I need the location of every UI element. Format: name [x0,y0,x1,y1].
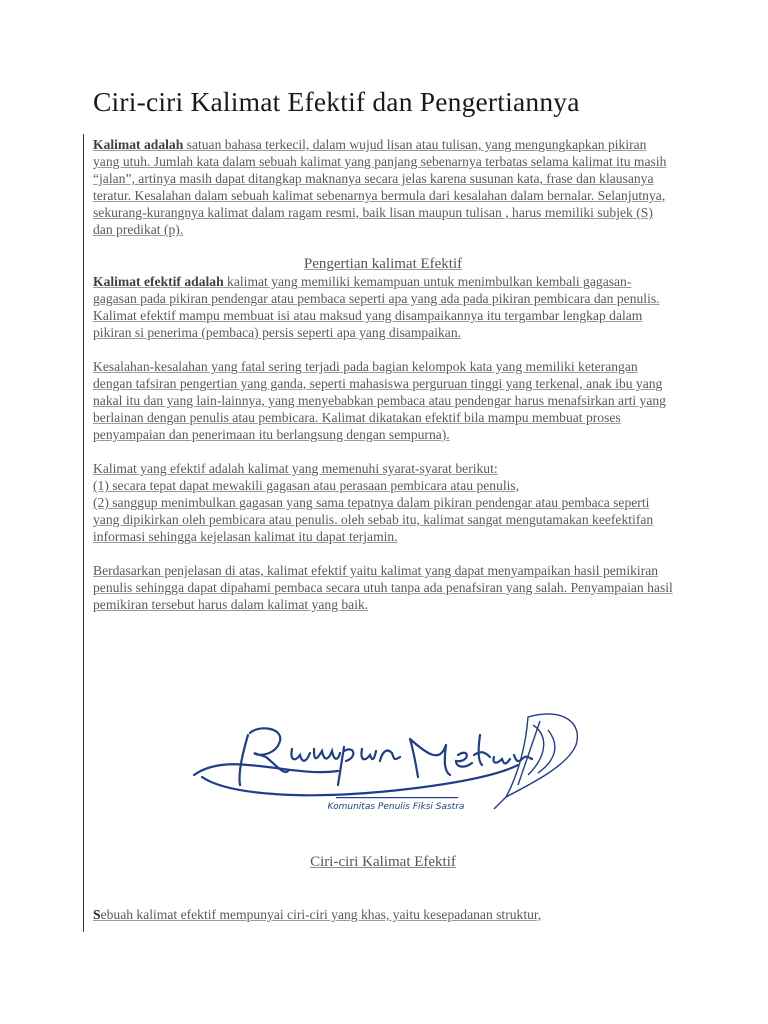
requirement-1: (1) secara tepat dapat mewakili gagasan atau perasaan pembicara atau penulis, [93,478,520,493]
rumpun-nektar-logo [188,705,588,825]
intro-text: satuan bahasa terkecil, dalam wujud lisan atau tulisan, yang mengungkapkan pikiran yang utuh. Jumlah kata dalam sebuah kalimat yang panjang sebenarnya terbatas selama kalimat itu masih “jalan”, artinya masih dapat ditangkap maknanya secara jelas karena susunan kata, frase dan klausanya teratur. Kesalahan dalam sebuah kalimat sebenarnya bermula dari kesalahan dalam bernalar. Selanjutnya, sekurang-kurangnya kalimat dalam ragam resmi, baik lisan maupun tulisan , harus memiliki subjek (S) dan predikat (p). [93,137,667,237]
left-margin-rule [83,134,84,932]
paragraph-definition [93,273,673,341]
intro-lead: Kalimat adalah [93,137,184,152]
section-heading-ciri: Ciri-ciri Kalimat Efektif [310,854,456,870]
section-heading-pengertian: Pengertian kalimat Efektif [303,256,463,272]
last-lead: S [93,907,101,922]
document-body [93,136,673,613]
definition-text: kalimat yang memiliki kemampuan untuk menimbulkan kembali gagasan-gagasan pada pikiran pendengar atau pembaca seperti apa yang ada pada pikiran pembicara dan penulis. Kalimat efektif mampu membuat isi atau maksud yang disampaikannya itu tergambar lengkap dalam pikiran si penerima (pembaca) persis seperti apa yang disampaikan. [93,274,660,340]
logo-tagline-bar [336,797,458,798]
requirement-2: (2) sanggup menimbulkan gagasan yang sama tepatnya dalam pikiran pendengar atau pembaca seperti yang dipikirkan oleh pembicara atau penulis. oleh sebab itu, kalimat sangat mengutamakan keefektifan informasi sehingga kejelasan kalimat itu dapat terjamin. [93,495,654,544]
last-text: ebuah kalimat efektif mempunyai ciri-ciri yang khas, yaitu kesepadanan struktur, [100,907,542,922]
paragraph-errors: Kesalahan-kesalahan yang fatal sering terjadi pada bagian kelompok kata yang memiliki keterangan dengan tafsiran pengertian yang ganda, seperti mahasiswa perguruan tinggi yang terkenal, anak ibu yang nakal itu dan yang lain-lainnya, yang menyebabkan pembaca atau pendengar harus menafsirkan arti yang berlainan dengan penulis atau pembicara. Kalimat dikatakan efektif bila mampu membuat proses penyampaian dan penerimaan itu berlangsung dengan sempurna). [93,359,666,442]
paragraph-requirements [93,460,673,545]
logo-script [194,728,532,795]
last-paragraph [93,906,673,923]
paragraph-conclusion: Berdasarkan penjelasan di atas, kalimat efektif yaitu kalimat yang dapat menyampaikan hasil pemikiran penulis sehingga dapat dipahami pembaca secara utuh tanpa ada penafsiran yang salah. Penyampaian hasil pemikiran tersebut harus dalam kalimat yang baik. [93,563,673,612]
requirements-intro: Kalimat yang efektif adalah kalimat yang memenuhi syarat-syarat berikut: [93,461,498,476]
page-title: Ciri-ciri Kalimat Efektif dan Pengertiannya [93,86,580,117]
intro-paragraph [93,136,673,238]
pen-nib-icon [494,714,577,809]
definition-lead: Kalimat efektif adalah [93,274,224,289]
logo-tagline: Komunitas Penulis Fiksi Sastra [327,802,465,812]
